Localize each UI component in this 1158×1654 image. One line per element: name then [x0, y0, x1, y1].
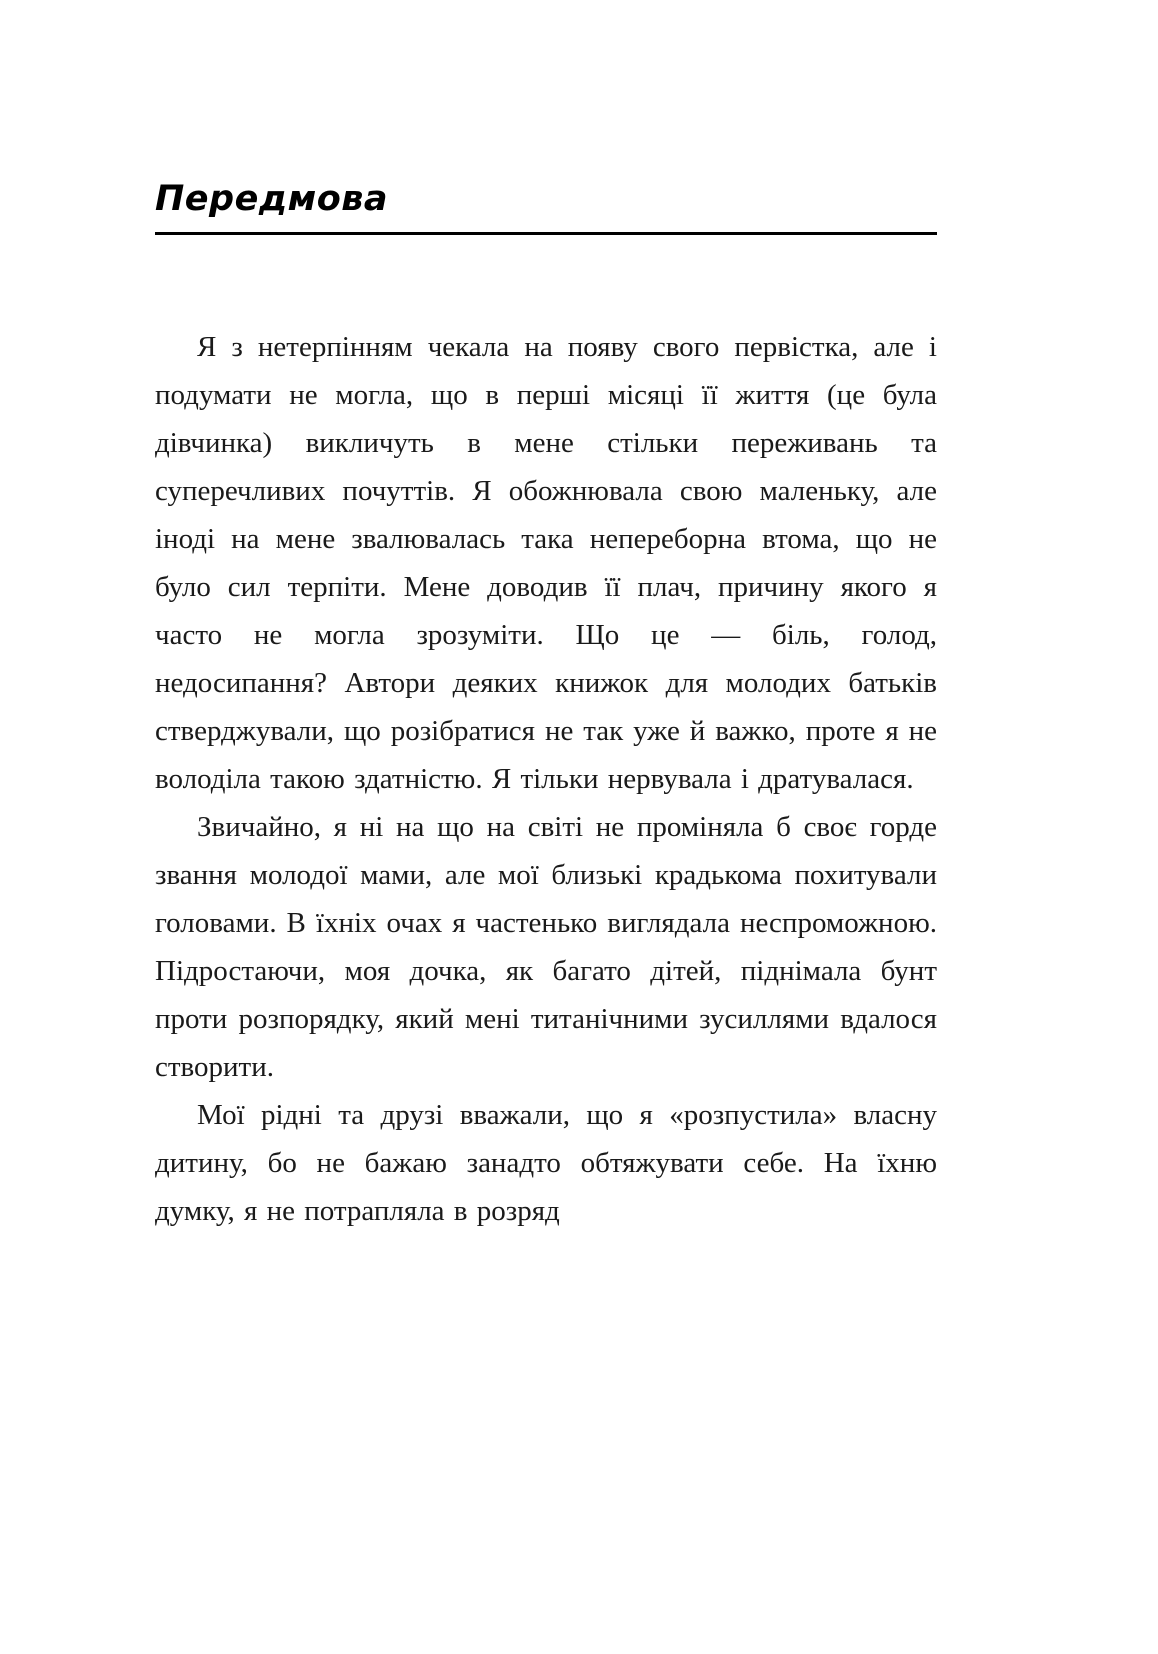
chapter-title: Передмова [155, 179, 389, 219]
paragraph-2: Звичайно, я ні на що на світі не проміняла б своє горде звання молодої мами, але мої близькі крадькома похитували головами. В їхніх очах я частенько виглядала неспроможною. Підростаючи, моя дочка, як багато дітей, піднімала бунт проти розпорядку, який мені титанічними зусиллями вдалося створити. [155, 811, 937, 1083]
body-text [155, 235, 937, 1235]
text-column [155, 0, 937, 1235]
paragraph-1: Я з нетерпінням чекала на появу свого первістка, але і подумати не могла, що в перші місяці її життя (це була дівчинка) викличуть в мене стільки переживань та суперечливих почуттів. Я обожнювала свою маленьку, але іноді на мене звалювалась така непереборна втома, що не було сил терпіти. Мене доводив її плач, причину якого я часто не могла зрозуміти. Що це — біль, голод, недосипання? Автори деяких книжок для молодих батьків стверджували, що розібратися не так уже й важко, проте я не володіла такою здатністю. Я тільки нервувала і дратувалася. [155, 331, 937, 795]
paragraph-3: Мої рідні та друзі вважали, що я «розпустила» власну дитину, бо не бажаю занадто обтяжувати себе. На їхню думку, я не потрапляла в розряд [155, 1099, 937, 1227]
